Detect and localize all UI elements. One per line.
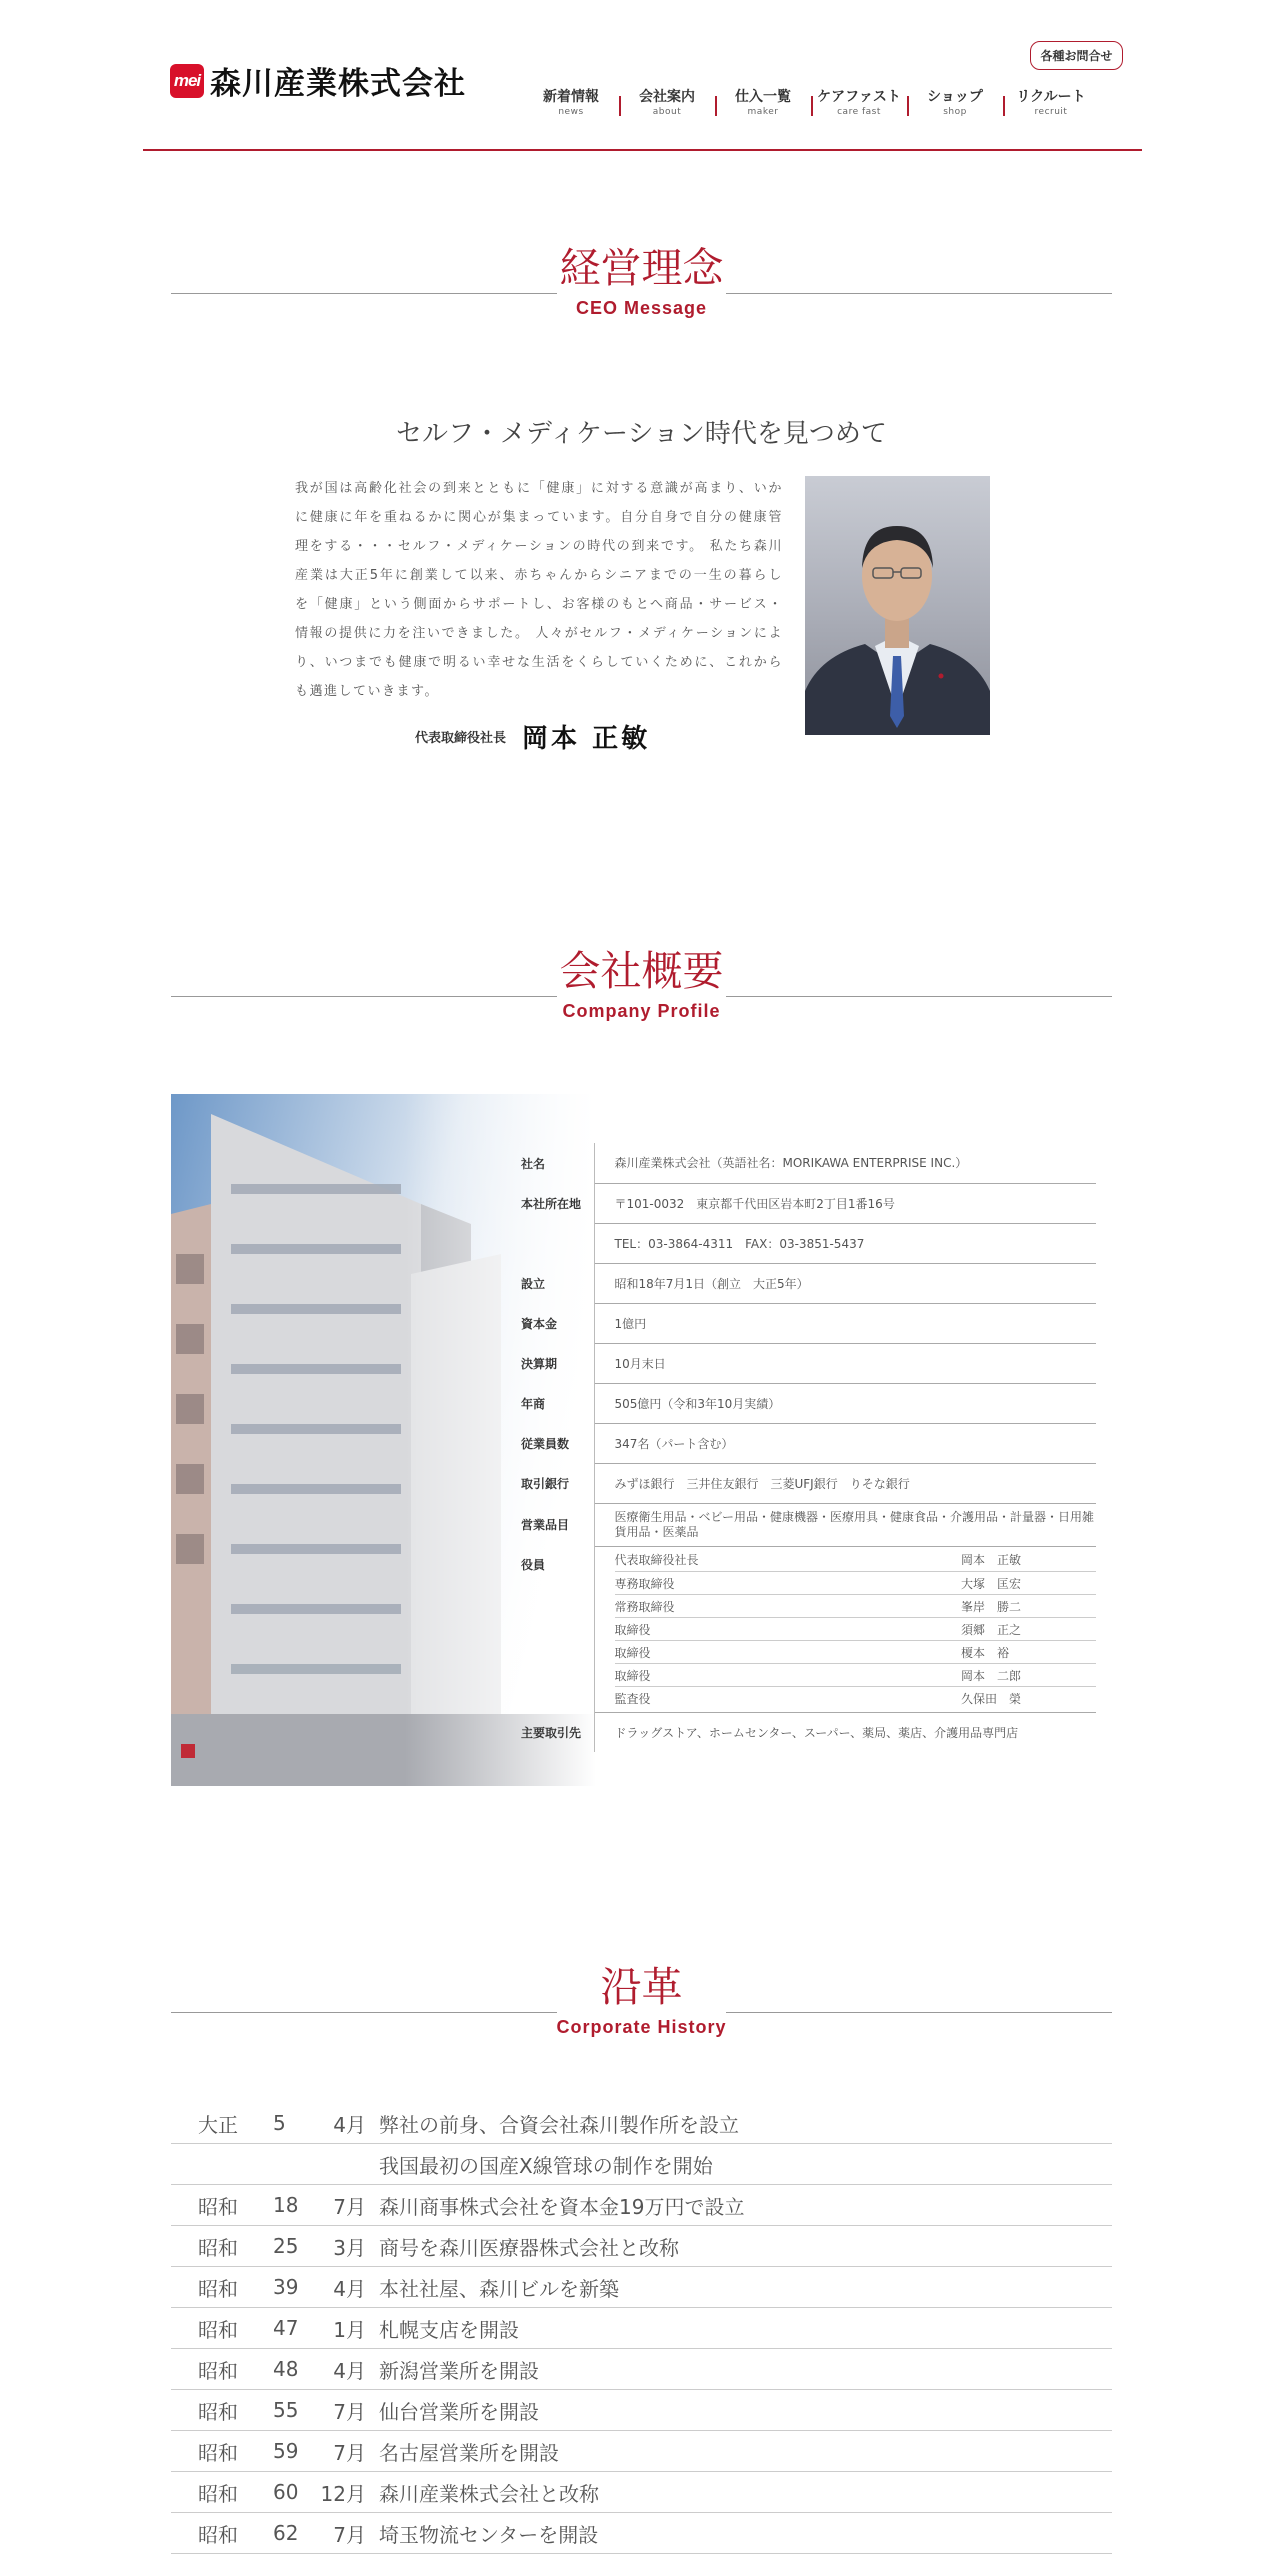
history-text: 森川産業株式会社と改称	[379, 2481, 599, 2506]
history-row	[171, 2472, 1112, 2513]
profile-label: 年商	[513, 1383, 594, 1423]
title-rule	[171, 996, 557, 997]
history-text: 森川商事株式会社を資本金19万円で設立	[379, 2194, 745, 2219]
history-month: 12月	[320, 2481, 366, 2506]
officer-role: 代表取締役社長	[615, 1549, 962, 1572]
inquiry-button[interactable]: 各種お問合せ	[1030, 41, 1123, 70]
ceo-portrait-photo	[805, 476, 990, 735]
officer-row	[615, 1641, 1097, 1664]
history-row	[171, 2513, 1112, 2554]
nav-sublabel: about	[652, 107, 682, 117]
profile-label: 営業品目	[513, 1503, 594, 1546]
officer-name: 岡本 二郎	[961, 1664, 1096, 1687]
title-rule	[171, 293, 557, 294]
section-title-jp: 沿革	[600, 1963, 683, 2011]
history-text: 札幌支店を開設	[379, 2317, 519, 2342]
history-era: 昭和	[198, 2522, 238, 2547]
history-section-title	[171, 1961, 1112, 2038]
history-text: 埼玉物流センターを開設	[379, 2522, 599, 2547]
history-row	[171, 2308, 1112, 2349]
officer-name: 峯岸 勝二	[961, 1595, 1096, 1618]
profile-value: 〒101-0032 東京都千代田区岩本町2丁目1番16号	[594, 1183, 1096, 1223]
profile-label: 資本金	[513, 1303, 594, 1343]
profile-row	[513, 1383, 1096, 1423]
title-rule	[171, 2012, 557, 2013]
profile-value: 森川産業株式会社（英語社名：MORIKAWA ENTERPRISE INC.）	[594, 1143, 1096, 1183]
profile-value: 505億円（令和3年10月実績）	[594, 1383, 1096, 1423]
nav-label: ケアファスト	[817, 89, 901, 105]
profile-row	[513, 1223, 1096, 1263]
section-title-jp: 会社概要	[559, 947, 724, 995]
history-year: 48	[273, 2357, 299, 2381]
history-row	[171, 2349, 1112, 2390]
history-month: 1月	[333, 2317, 366, 2342]
history-row	[171, 2185, 1112, 2226]
officer-role: 常務取締役	[615, 1595, 962, 1618]
nav-sublabel: care fast	[837, 107, 881, 117]
nav-sublabel: maker	[747, 107, 779, 117]
officer-row	[615, 1687, 1097, 1710]
profile-label: 主要取引先	[513, 1712, 594, 1752]
officer-role: 取締役	[615, 1664, 962, 1687]
history-year: 62	[273, 2521, 299, 2545]
history-text: 新潟営業所を開設	[379, 2358, 539, 2383]
ceo-section-title	[171, 242, 1112, 319]
history-year: 55	[273, 2398, 299, 2422]
history-month: 7月	[333, 2440, 366, 2465]
nav-sublabel: shop	[943, 107, 967, 117]
nav-item-maker[interactable]	[715, 88, 811, 118]
history-row	[171, 2103, 1112, 2144]
history-era: 昭和	[198, 2399, 238, 2424]
nav-item-news[interactable]	[523, 88, 619, 118]
history-text: 弊社の前身、合資会社森川製作所を設立	[379, 2112, 739, 2137]
nav-item-about[interactable]	[619, 88, 715, 118]
profile-label: 本社所在地	[513, 1183, 594, 1223]
nav-sublabel: news	[558, 107, 584, 117]
history-list	[171, 2103, 1112, 2554]
ceo-role: 代表取締役社長	[415, 731, 507, 746]
history-text: 名古屋営業所を開設	[379, 2440, 559, 2465]
history-era: 昭和	[198, 2440, 238, 2465]
logo-text: 森川産業株式会社	[210, 66, 466, 102]
officer-name: 岡本 正敏	[961, 1549, 1096, 1572]
profile-label	[513, 1223, 594, 1263]
company-profile-table	[513, 1143, 1096, 1752]
title-rule	[726, 996, 1112, 997]
history-text: 我国最初の国産X線管球の制作を開始	[379, 2153, 713, 2178]
history-year: 59	[273, 2439, 299, 2463]
ceo-message-body: 我が国は高齢化社会の到来とともに「健康」に対する意識が高まり、いかに健康に年を重ねるかに関心が集まっています。自分自身で自分の健康管理をする・・・セルフ・メディケーションの時代の到来です。 私たち森川産業は大正5年に創業して以来、赤ちゃんからシニアまでの一生の暮らしを「健康」という側面からサポートし、お客様のもとへ商品・サービス・情報の提供に力を注いできました。 人々がセルフ・メディケーションにより、いつまでも健康で明るい幸せな生活をくらしていくために、これからも邁進していきます。	[295, 481, 783, 699]
history-year: 5	[273, 2111, 286, 2135]
ceo-signature	[415, 718, 650, 755]
officer-row	[615, 1549, 1097, 1572]
history-row	[171, 2431, 1112, 2472]
officer-row	[615, 1595, 1097, 1618]
section-title-en: Corporate History	[556, 2017, 727, 2037]
nav-label: リクルート	[1016, 89, 1086, 105]
officer-name: 久保田 榮	[961, 1691, 1022, 1706]
profile-row	[513, 1303, 1096, 1343]
history-year: 18	[273, 2193, 299, 2217]
profile-label: 社名	[513, 1143, 594, 1183]
nav-item-care-fast[interactable]	[811, 88, 907, 118]
history-era: 昭和	[198, 2194, 238, 2219]
officer-row	[615, 1664, 1097, 1687]
profile-value: 1億円	[594, 1303, 1096, 1343]
officer-name: 須郷 正之	[961, 1618, 1096, 1641]
title-rule	[726, 293, 1112, 294]
officer-role: 専務取締役	[615, 1572, 962, 1595]
company-logo[interactable]	[170, 58, 466, 103]
profile-section-title	[171, 945, 1112, 1022]
officers-table	[615, 1549, 1097, 1710]
profile-value: みずほ銀行 三井住友銀行 三菱UFJ銀行 りそな銀行	[594, 1463, 1096, 1503]
profile-row	[513, 1143, 1096, 1183]
history-year: 60	[273, 2480, 299, 2504]
history-year: 39	[273, 2275, 299, 2299]
section-title-en: Company Profile	[562, 1001, 721, 1021]
history-era: 昭和	[198, 2276, 238, 2301]
profile-row	[513, 1343, 1096, 1383]
history-text: 本社社屋、森川ビルを新築	[379, 2276, 619, 2301]
section-title-jp: 経営理念	[559, 244, 724, 292]
history-era: 昭和	[198, 2235, 238, 2260]
officer-role: 取締役	[615, 1618, 962, 1641]
history-month: 7月	[333, 2522, 366, 2547]
history-row	[171, 2226, 1112, 2267]
history-text: 仙台営業所を開設	[379, 2399, 539, 2424]
history-era: 昭和	[198, 2358, 238, 2383]
officer-role: 取締役	[615, 1641, 962, 1664]
profile-row	[513, 1183, 1096, 1223]
profile-row	[513, 1423, 1096, 1463]
history-month: 3月	[333, 2235, 366, 2260]
profile-value: TEL：03-3864-4311 FAX：03-3851-5437	[594, 1223, 1096, 1263]
history-era: 昭和	[198, 2481, 238, 2506]
logo-mark-icon: mei	[170, 64, 204, 98]
profile-label: 従業員数	[513, 1423, 594, 1463]
nav-label: 新着情報	[543, 89, 599, 105]
profile-row-officers	[513, 1546, 1096, 1712]
ceo-name: 岡本 正敏	[522, 724, 651, 754]
section-title-en: CEO Message	[575, 298, 708, 318]
site-header	[143, 0, 1142, 151]
officer-name: 榎本 裕	[961, 1641, 1096, 1664]
history-era: 昭和	[198, 2317, 238, 2342]
history-month: 4月	[333, 2276, 366, 2301]
profile-label: 役員	[513, 1546, 594, 1712]
officer-row	[615, 1618, 1097, 1641]
nav-label: 仕入一覧	[735, 89, 791, 105]
officer-name: 大塚 匡宏	[961, 1572, 1096, 1595]
profile-value: ドラッグストア、ホームセンター、スーパー、薬局、薬店、介護用品専門店	[614, 1725, 1019, 1740]
history-text: 商号を森川医療器株式会社と改称	[379, 2235, 679, 2260]
profile-value: 10月末日	[594, 1343, 1096, 1383]
history-era: 大正	[198, 2112, 238, 2137]
profile-value: 医療衛生用品・ベビー用品・健康機器・医療用具・健康食品・介護用品・計量器・日用雑貨用品・医薬品	[594, 1503, 1096, 1546]
profile-label: 決算期	[513, 1343, 594, 1383]
officer-row	[615, 1572, 1097, 1595]
nav-label: ショップ	[927, 89, 983, 105]
history-row	[171, 2267, 1112, 2308]
title-rule	[726, 2012, 1112, 2013]
profile-row	[513, 1463, 1096, 1503]
nav-label: 会社案内	[639, 89, 695, 105]
history-row	[171, 2144, 1112, 2185]
officers-cell	[594, 1546, 1096, 1712]
nav-item-shop[interactable]	[907, 88, 1003, 118]
history-year: 25	[273, 2234, 299, 2258]
history-year: 47	[273, 2316, 299, 2340]
nav-sublabel: recruit	[1034, 107, 1068, 117]
history-month: 4月	[333, 2358, 366, 2383]
nav-item-recruit[interactable]	[1003, 88, 1099, 118]
profile-row	[513, 1263, 1096, 1303]
profile-value: 昭和18年7月1日（創立 大正5年）	[594, 1263, 1096, 1303]
history-month: 7月	[333, 2399, 366, 2424]
main-nav	[523, 88, 1099, 118]
profile-row-clients	[513, 1712, 1096, 1752]
history-row	[171, 2390, 1112, 2431]
profile-label: 取引銀行	[513, 1463, 594, 1503]
profile-row	[513, 1503, 1096, 1546]
officer-role: 監査役	[614, 1691, 651, 1706]
history-month: 7月	[333, 2194, 366, 2219]
portrait-illustration	[805, 476, 990, 735]
profile-label: 設立	[513, 1263, 594, 1303]
ceo-heading: セルフ・メディケーション時代を見つめて	[396, 419, 887, 449]
history-month: 4月	[333, 2112, 366, 2137]
profile-value: 347名（パート含む）	[594, 1423, 1096, 1463]
